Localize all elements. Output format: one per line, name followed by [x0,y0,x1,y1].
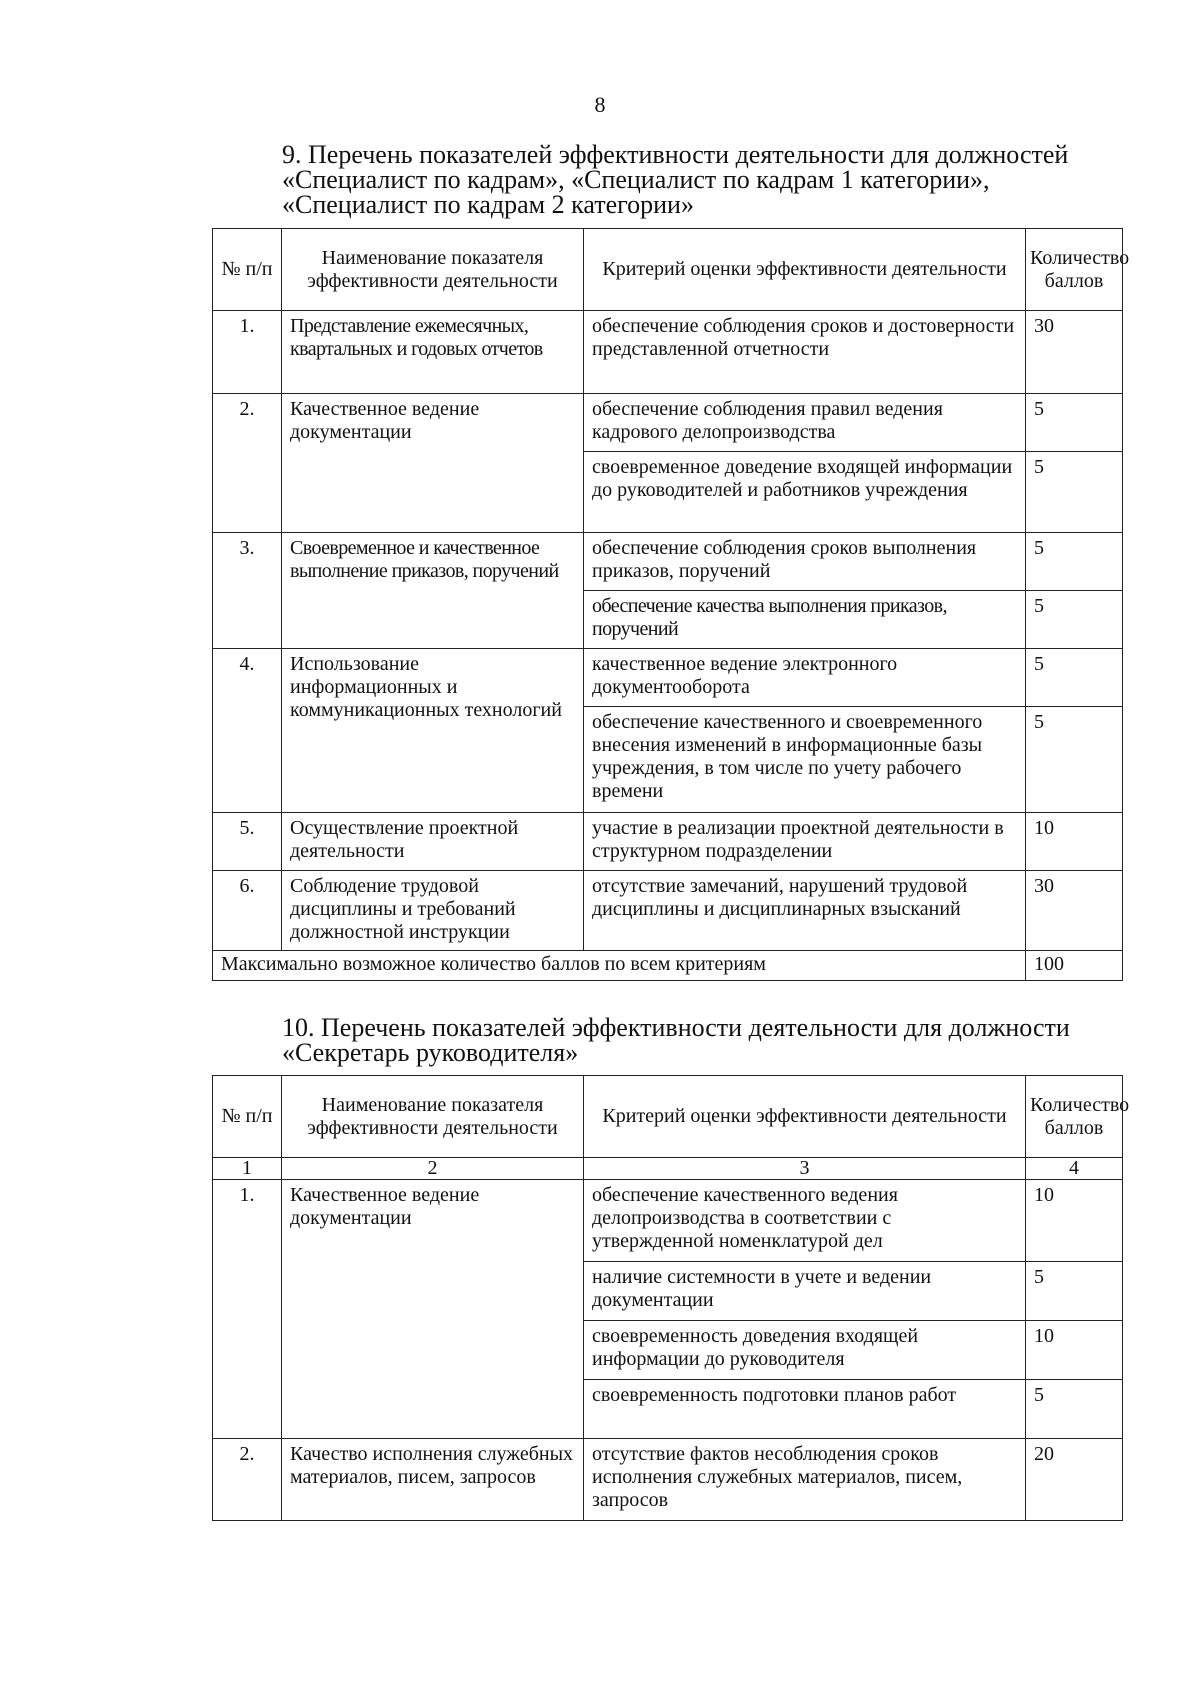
column-number: 3 [584,1158,1026,1180]
indicator-name: Своевременное и качественное выполнение приказов, поручений [282,533,584,649]
criterion-text: обеспечение качества выполнения приказов, поручений [584,591,1026,649]
table-row [213,1180,1123,1262]
indicator-name: Качественное ведение документации [282,394,584,533]
total-row [213,951,1123,981]
criterion-points: 30 [1026,311,1123,394]
header-num: № п/п [213,229,282,311]
row-num: 2. [213,1439,282,1521]
row-num: 1. [213,1180,282,1439]
criterion-text: наличие системности в учете и ведении документации [584,1262,1026,1321]
criterion-points: 10 [1026,813,1123,871]
column-number: 1 [213,1158,282,1180]
column-number-row [213,1158,1123,1180]
table-row [213,1439,1123,1521]
row-num: 4. [213,649,282,813]
header-criterion: Критерий оценки эффективности деятельности [584,1076,1026,1158]
header-name: Наименование показателя эффективности деятельности [282,229,584,311]
header-points: Количество баллов [1026,1076,1123,1158]
criterion-text: своевременность доведения входящей информации до руководителя [584,1321,1026,1380]
criterion-text: обеспечение качественного и своевременного внесения изменений в информационные базы учреждения, в том числе по учету рабочего времени [584,707,1026,813]
criterion-text: качественное ведение электронного документооборота [584,649,1026,707]
criterion-text: отсутствие фактов несоблюдения сроков исполнения служебных материалов, писем, запросов [584,1439,1026,1521]
header-criterion: Критерий оценки эффективности деятельности [584,229,1026,311]
indicator-name: Качественное ведение документации [282,1180,584,1439]
table-row [213,649,1123,707]
indicator-name: Представление ежемесячных, квартальных и годовых отчетов [282,311,584,394]
criterion-text: своевременность подготовки планов работ [584,1380,1026,1439]
criterion-points: 20 [1026,1439,1123,1521]
row-num: 1. [213,311,282,394]
section-10-title: 10. Перечень показателей эффективности деятельности для должности «Секретарь руководителя» [282,1013,1070,1067]
criterion-text: участие в реализации проектной деятельности в структурном подразделении [584,813,1026,871]
header-name: Наименование показателя эффективности деятельности [282,1076,584,1158]
criterion-points: 5 [1026,649,1123,707]
indicator-name: Использование информационных и коммуникационных технологий [282,649,584,813]
criterion-text: обеспечение качественного ведения делопроизводства в соответствии с утвержденной номенклатурой дел [584,1180,1026,1262]
criterion-points: 10 [1026,1321,1123,1380]
table-row [213,533,1123,591]
table-row [213,813,1123,871]
indicator-name: Осуществление проектной деятельности [282,813,584,871]
criterion-points: 5 [1026,1262,1123,1321]
criterion-points: 5 [1026,533,1123,591]
criterion-points: 10 [1026,1180,1123,1262]
table-header-row [213,1076,1123,1158]
criterion-text: обеспечение соблюдения сроков выполнения приказов, поручений [584,533,1026,591]
criterion-points: 5 [1026,707,1123,813]
row-num: 2. [213,394,282,533]
table-row [213,311,1123,394]
row-num: 3. [213,533,282,649]
indicator-name: Качество исполнения служебных материалов, писем, запросов [282,1439,584,1521]
indicator-name: Соблюдение трудовой дисциплины и требований должностной инструкции [282,871,584,951]
criterion-points: 5 [1026,1380,1123,1439]
table-row [213,394,1123,452]
section-9-title: 9. Перечень показателей эффективности деятельности для должностей «Специалист по кадрам», «Специалист по кадрам 1 категории», «Специалист по кадрам 2 категории» [282,140,1069,219]
criterion-text: своевременное доведение входящей информации до руководителей и работников учреждения [584,452,1026,533]
row-num: 5. [213,813,282,871]
total-label: Максимально возможное количество баллов по всем критериям [213,951,1026,981]
row-num: 6. [213,871,282,951]
criterion-points: 5 [1026,452,1123,533]
criterion-text: обеспечение соблюдения сроков и достоверности представленной отчетности [584,311,1026,394]
header-num: № п/п [213,1076,282,1158]
criterion-text: отсутствие замечаний, нарушений трудовой дисциплины и дисциплинарных взысканий [584,871,1026,951]
criterion-points: 30 [1026,871,1123,951]
page-number: 8 [594,92,606,117]
header-points: Количество баллов [1026,229,1123,311]
criterion-text: обеспечение соблюдения правил ведения кадрового делопроизводства [584,394,1026,452]
column-number: 2 [282,1158,584,1180]
section-10-table [212,1075,1130,1521]
column-number: 4 [1026,1158,1123,1180]
table-header-row [213,229,1123,311]
criterion-points: 5 [1026,394,1123,452]
section-9-table [212,228,1130,981]
table-row [213,871,1123,951]
criterion-points: 5 [1026,591,1123,649]
total-points: 100 [1026,951,1123,981]
